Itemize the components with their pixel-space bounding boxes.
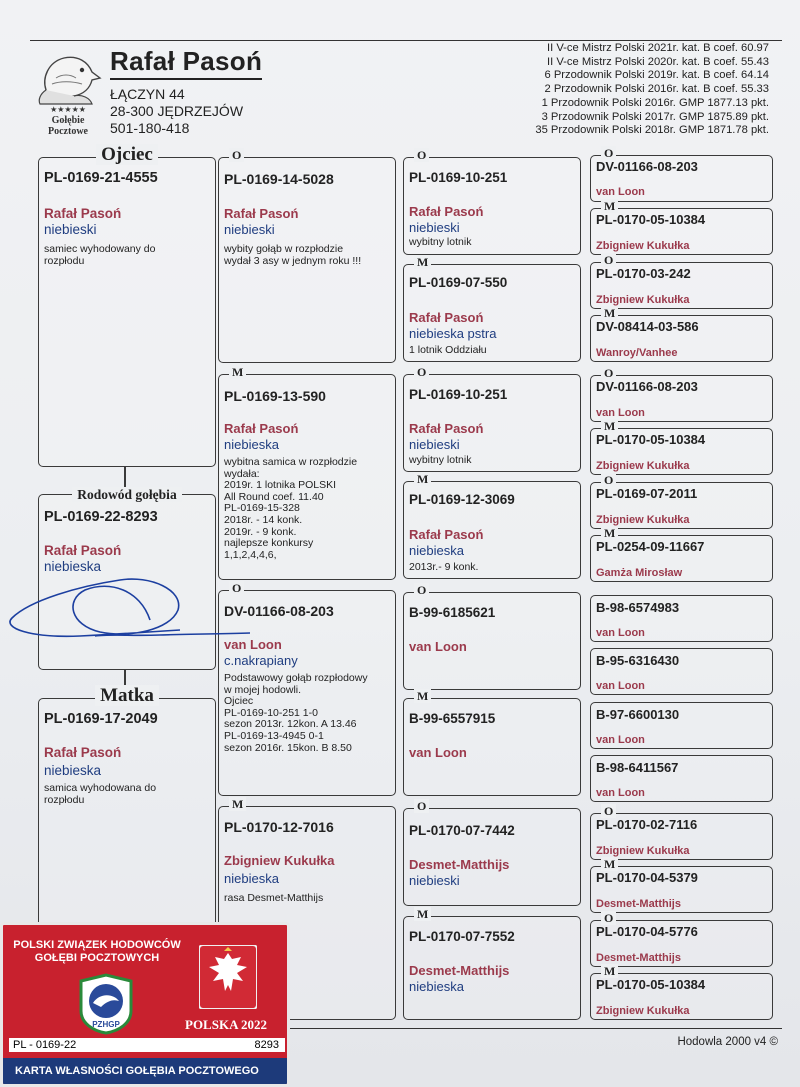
ring-number: PL-0170-04-5776	[596, 924, 698, 939]
note-line: rasa Desmet-Matthijs	[224, 892, 324, 904]
breeder: van Loon	[409, 745, 467, 760]
ownership-card	[0, 922, 290, 1087]
color: niebieski	[409, 220, 460, 235]
color: c.nakrapiany	[224, 653, 298, 668]
note-line: 2018r. - 14 konk.	[224, 513, 303, 526]
sex-label: M	[414, 907, 431, 921]
breeder: van Loon	[596, 186, 645, 198]
sex-label: M	[601, 964, 618, 978]
gen3-card-2[interactable]	[403, 255, 581, 362]
signature	[0, 560, 260, 660]
note-line: 2019r. 1 lotnika POLSKI	[224, 479, 337, 492]
gen4-card-10[interactable]	[590, 648, 773, 695]
note-line: rozpłodu	[44, 254, 85, 267]
ring-number: PL-0170-03-242	[596, 266, 691, 281]
ring-number: B-99-6557915	[409, 711, 496, 726]
sex-label: M	[229, 797, 246, 811]
note-line: sezon 2016r. 15kon. B 8.50	[224, 741, 352, 754]
father-color: niebieski	[44, 222, 97, 237]
note-line: PL-0169-13-4945 0-1	[224, 729, 324, 742]
breeder: Zbigniew Kukułka	[596, 1005, 690, 1017]
emblem-text: PZHGP	[92, 1020, 120, 1029]
note-line: Podstawowy gołąb rozpłodowy	[224, 672, 368, 684]
sex-label: M	[229, 365, 246, 379]
pzhgp-emblem-icon	[71, 971, 141, 1035]
note-line: rozpłodu	[44, 793, 85, 806]
color: niebieski	[409, 873, 460, 888]
ring-number: PL-0169-07-2011	[596, 486, 698, 501]
ring-number: DV-08414-03-586	[596, 319, 699, 334]
ring-number: DV-01166-08-203	[596, 379, 698, 394]
breeder: Gamża Mirosław	[596, 567, 683, 579]
gen3-card-6[interactable]	[403, 689, 581, 796]
mother-color: niebieska	[44, 763, 102, 778]
achievement: 3 Przodownik Polski 2017r. GMP 1875.89 pkt.	[541, 110, 769, 123]
gen4-card-9[interactable]	[590, 595, 773, 642]
breeder: Rafał Pasoń	[409, 527, 484, 542]
sex-label: M	[601, 857, 618, 871]
gen4-card-16[interactable]	[590, 964, 773, 1020]
logo-text-line1: Gołębie	[51, 115, 85, 126]
gen3-card-5[interactable]	[403, 583, 581, 690]
gen4-card-14[interactable]	[590, 857, 773, 913]
ring-number: PL-0170-05-10384	[596, 977, 706, 992]
breeder: van Loon	[596, 627, 645, 639]
ring-number: B-95-6316430	[596, 653, 680, 668]
note-line: PL-0169-10-251 1-0	[224, 706, 318, 719]
achievement: 6 Przodownik Polski 2019r. kat. B coef. 64.14	[544, 69, 769, 82]
note-line: 1,1,2,4,4,6,	[224, 548, 277, 561]
breeder: Desmet-Matthijs	[409, 857, 510, 872]
pedigree-label: Rodowód gołębia	[72, 487, 181, 502]
note-line: w mojej hodowli.	[224, 683, 302, 696]
note-line: samica wyhodowana do	[44, 782, 157, 794]
sex-label: M	[414, 689, 431, 703]
sex-label: M	[414, 472, 431, 486]
breeder: Zbigniew Kukułka	[596, 514, 690, 526]
breeder: Desmet-Matthijs	[596, 898, 681, 910]
pigeon-breeder: Rafał Pasoń	[44, 543, 122, 558]
ring-number: PL-0170-07-7442	[409, 823, 515, 838]
gen3-card-3[interactable]	[403, 365, 581, 472]
card-title-line: GOŁĘBI POCZTOWYCH	[34, 952, 160, 964]
ring-number: B-98-6574983	[596, 600, 680, 615]
breeder: Zbigniew Kukułka	[596, 240, 690, 252]
breeder: Rafał Pasoń	[224, 206, 299, 221]
gen4-card-15[interactable]	[590, 911, 773, 967]
breeder: Zbigniew Kukułka	[224, 853, 335, 868]
breeder: Desmet-Matthijs	[596, 952, 681, 964]
father-label: Ojciec	[96, 144, 158, 165]
breeder: Wanroy/Vanhee	[596, 347, 678, 359]
ring-number: PL-0170-02-7116	[596, 817, 698, 832]
mother-card[interactable]	[38, 685, 216, 928]
note-line: wybitna samica w rozpłodzie	[224, 456, 358, 468]
gen4-card-12[interactable]	[590, 755, 773, 802]
ring-number: PL-0169-13-590	[224, 388, 326, 404]
gen4-card-5[interactable]	[590, 366, 773, 422]
sex-label: O	[601, 804, 616, 818]
breeder: van Loon	[224, 637, 282, 652]
footer-divider	[290, 1028, 782, 1029]
logo-stars: ★★★★★	[50, 105, 86, 114]
breeder: van Loon	[596, 734, 645, 746]
achievement: 35 Przodownik Polski 2018r. GMP 1871.78 pkt.	[535, 124, 769, 137]
gen4-card-11[interactable]	[590, 702, 773, 749]
gen4-card-7[interactable]	[590, 473, 773, 529]
sex-label: O	[229, 581, 244, 595]
color: niebieska	[409, 543, 464, 558]
note-line: wydała:	[224, 467, 260, 480]
note-line: All Round coef. 11.40	[224, 490, 324, 503]
ring-number: PL-0169-10-251	[409, 170, 508, 185]
note-line: sezon 2013r. 12kon. A 13.46	[224, 718, 357, 731]
note: wybitny lotnik	[409, 454, 472, 466]
ring-number: PL-0169-07-550	[409, 275, 508, 290]
breeder: Zbigniew Kukułka	[596, 845, 690, 857]
sex-label: M	[601, 419, 618, 433]
gen4-card-6[interactable]	[590, 419, 773, 475]
gen2-father-father[interactable]	[218, 148, 396, 363]
footer-version: Hodowla 2000 v4 ©	[677, 1036, 778, 1048]
gen4-card-3[interactable]	[590, 253, 773, 309]
note: wybitny lotnik	[409, 236, 472, 248]
card-bottom-band: KARTA WŁASNOŚCI GOŁĘBIA POCZTOWEGO	[3, 1058, 290, 1084]
pedigree-title	[39, 486, 215, 504]
achievements-list	[535, 42, 769, 138]
ring-number: PL-0170-04-5379	[596, 870, 698, 885]
pigeon-logo-icon	[32, 48, 104, 136]
breeder: Rafał Pasoń	[224, 421, 299, 436]
pigeon-ring: PL-0169-22-8293	[44, 509, 158, 525]
note-line: wydał 3 asy w jednym roku !!!	[224, 254, 362, 267]
ring-number: PL-0170-05-10384	[596, 212, 706, 227]
card-year: POLSKA 2022	[185, 1017, 267, 1032]
card-ring-right: 8293	[254, 1039, 279, 1051]
sex-label: O	[414, 583, 429, 597]
notes	[224, 457, 357, 561]
ring-number: B-98-6411567	[596, 760, 679, 775]
card-title-line: POLSKI ZWIĄZEK HODOWCÓW	[13, 939, 181, 951]
card-ring-left: PL - 0169-22	[13, 1039, 77, 1051]
gen4-card-13[interactable]	[590, 804, 773, 860]
breeder: Rafał Pasoń	[409, 421, 484, 436]
color: niebieska	[224, 871, 279, 886]
ring-number: DV-01166-08-203	[596, 159, 698, 174]
address-line2: 28-300 JĘDRZEJÓW	[110, 103, 244, 119]
breeder-address	[110, 86, 243, 137]
breeder: Zbigniew Kukułka	[596, 460, 690, 472]
breeder: Rafał Pasoń	[409, 310, 484, 325]
breeder: Zbigniew Kukułka	[596, 294, 690, 306]
father-title	[39, 144, 215, 166]
header-divider	[30, 40, 782, 41]
sex-label: M	[601, 199, 618, 213]
logo-text-line2: Pocztowe	[48, 126, 88, 136]
mother-title	[39, 685, 215, 707]
achievement: II V-ce Mistrz Polski 2021r. kat. B coef. 60.97	[547, 42, 769, 54]
breeder: van Loon	[596, 787, 645, 799]
note-line: PL-0169-15-328	[224, 502, 300, 515]
mother-ring: PL-0169-17-2049	[44, 711, 158, 727]
card-title	[13, 939, 181, 965]
ring-number: PL-0169-12-3069	[409, 492, 515, 507]
sex-label: O	[601, 911, 616, 925]
sex-label: O	[414, 799, 429, 813]
address-line1: ŁĄCZYN 44	[110, 86, 185, 102]
notes	[224, 244, 361, 267]
breeder: Desmet-Matthijs	[409, 963, 510, 978]
sex-label: O	[414, 148, 429, 162]
ring-number: B-97-6600130	[596, 707, 680, 722]
achievement: II V-ce Mistrz Polski 2020r. kat. B coef. 55.43	[547, 55, 769, 68]
father-breeder: Rafał Pasoń	[44, 206, 122, 221]
gen3-card-7[interactable]	[403, 799, 581, 906]
gen3-card-4[interactable]	[403, 472, 581, 579]
breeder: van Loon	[596, 680, 645, 692]
sex-label: M	[601, 526, 618, 540]
breeder: van Loon	[409, 639, 467, 654]
note: 1 lotnik Oddziału	[409, 344, 487, 356]
gen4-card-8[interactable]	[590, 526, 773, 582]
gen4-card-1[interactable]	[590, 146, 773, 202]
note-line: wybity gołąb w rozpłodzie	[224, 243, 344, 255]
sex-label: O	[414, 365, 429, 379]
color: niebieska	[409, 979, 464, 994]
note-line: 2019r. - 9 konk.	[224, 525, 297, 538]
gen4-card-2[interactable]	[590, 199, 773, 255]
note-line: najlepsze konkursy	[224, 537, 314, 550]
breeder-name: Rafał Pasoń	[110, 46, 262, 80]
ring-number: PL-0169-14-5028	[224, 171, 334, 187]
father-ring: PL-0169-21-4555	[44, 170, 158, 186]
sex-label: O	[601, 253, 616, 267]
ring-number: PL-0170-05-10384	[596, 432, 706, 447]
card-ring-strip	[9, 1038, 285, 1052]
ring-number: PL-0254-09-11667	[596, 539, 705, 554]
sex-label: O	[601, 366, 616, 380]
note-line: samiec wyhodowany do	[44, 243, 156, 255]
mother-label: Matka	[95, 685, 159, 706]
mother-breeder: Rafał Pasoń	[44, 745, 122, 760]
notes	[224, 673, 368, 754]
gen3-card-1[interactable]	[403, 148, 581, 255]
color: niebieska pstra	[409, 326, 497, 341]
gen4-card-4[interactable]	[590, 306, 773, 362]
achievement: 1 Przodownik Polski 2016r. GMP 1877.13 pkt.	[541, 96, 769, 109]
sex-label: O	[601, 473, 616, 487]
ring-number: PL-0170-07-7552	[409, 929, 515, 944]
achievement: 2 Przodownik Polski 2016r. kat. B coef. 55.33	[544, 83, 769, 96]
ring-number: PL-0170-12-7016	[224, 819, 334, 835]
breeder: van Loon	[596, 407, 645, 419]
gen3-card-8[interactable]	[403, 907, 581, 1020]
father-notes	[44, 244, 155, 267]
sex-label: M	[414, 255, 431, 269]
color: niebieski	[224, 222, 275, 237]
mother-notes	[44, 783, 156, 806]
phone: 501-180-418	[110, 120, 190, 136]
polish-eagle-icon	[199, 945, 257, 1009]
ring-number: B-99-6185621	[409, 605, 496, 620]
sex-label: O	[601, 146, 616, 160]
sex-label: M	[601, 306, 618, 320]
note: 2013r.- 9 konk.	[409, 561, 479, 573]
notes	[224, 893, 323, 905]
color: niebieski	[409, 437, 460, 452]
note-line: Ojciec	[224, 695, 254, 708]
breeder: Rafał Pasoń	[409, 204, 484, 219]
ring-number: PL-0169-10-251	[409, 387, 508, 402]
sex-label: O	[229, 148, 244, 162]
pigeon-color: niebieska	[44, 559, 102, 574]
father-card[interactable]	[38, 144, 216, 467]
ring-number: DV-01166-08-203	[224, 603, 334, 619]
gen2-father-mother[interactable]	[218, 365, 396, 580]
color: niebieska	[224, 437, 279, 452]
